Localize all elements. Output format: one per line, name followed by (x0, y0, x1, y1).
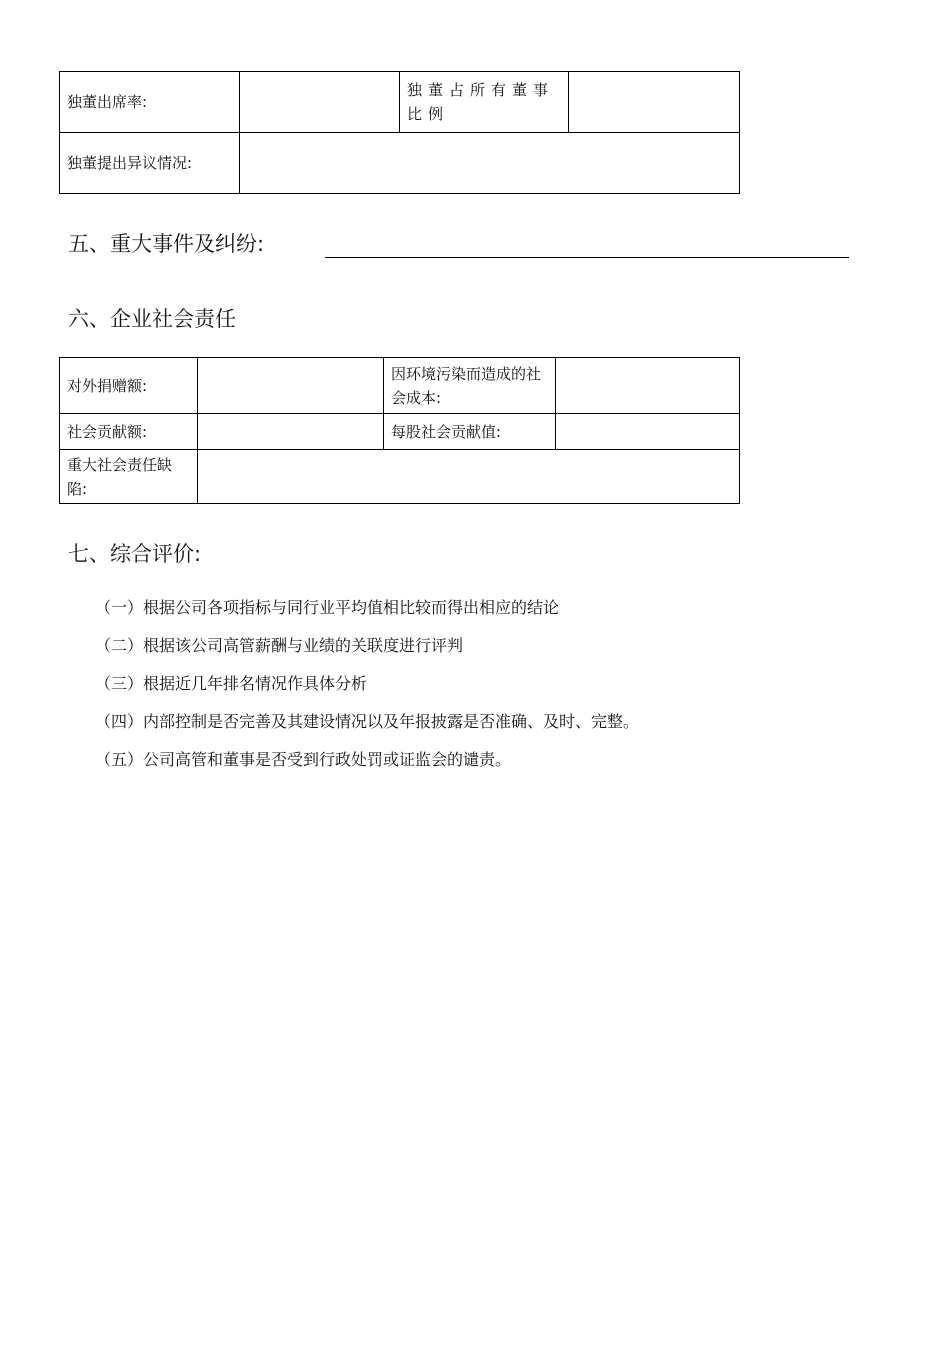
table-row (60, 358, 740, 414)
defect-label: 重大社会责任缺陷: (60, 450, 198, 504)
social-responsibility-table (59, 357, 740, 504)
pollution-cost-label: 因环境污染而造成的社会成本: (384, 358, 556, 414)
contribution-value-cell[interactable] (198, 414, 384, 450)
director-ratio-value-cell[interactable] (569, 72, 740, 133)
list-item: （一）根据公司各项指标与同行业平均值相比较而得出相应的结论 (95, 598, 560, 617)
pollution-cost-value-cell[interactable] (556, 358, 740, 414)
section5-heading: 五、重大事件及纠纷: (68, 232, 265, 256)
section6-heading: 六、企业社会责任 (68, 307, 236, 331)
list-item: （二）根据该公司高管薪酬与业绩的关联度进行评判 (95, 636, 464, 655)
list-item: （四）内部控制是否完善及其建设情况以及年报披露是否准确、及时、完整。 (95, 712, 640, 731)
section7-heading: 七、综合评价: (68, 542, 202, 566)
table-row (60, 72, 740, 133)
per-share-value-cell[interactable] (556, 414, 740, 450)
donation-value-cell[interactable] (198, 358, 384, 414)
objection-label: 独董提出异议情况: (60, 133, 240, 194)
list-item: （五）公司高管和董事是否受到行政处罚或证监会的谴责。 (95, 750, 512, 769)
donation-label: 对外捐赠额: (60, 358, 198, 414)
per-share-label: 每股社会贡献值: (384, 414, 556, 450)
attendance-value-cell[interactable] (240, 72, 400, 133)
contribution-label: 社会贡献额: (60, 414, 198, 450)
independent-director-table (59, 71, 740, 194)
list-item: （三）根据近几年排名情况作具体分析 (95, 674, 368, 693)
attendance-label: 独董出席率: (60, 72, 240, 133)
evaluation-list (95, 596, 639, 786)
section5-fill-line[interactable] (325, 257, 849, 258)
table-row (60, 133, 740, 194)
objection-value-cell[interactable] (240, 133, 740, 194)
table-row (60, 414, 740, 450)
table-row (60, 450, 740, 504)
defect-value-cell[interactable] (198, 450, 740, 504)
director-ratio-label: 独董占所有董事比例 (400, 72, 569, 133)
